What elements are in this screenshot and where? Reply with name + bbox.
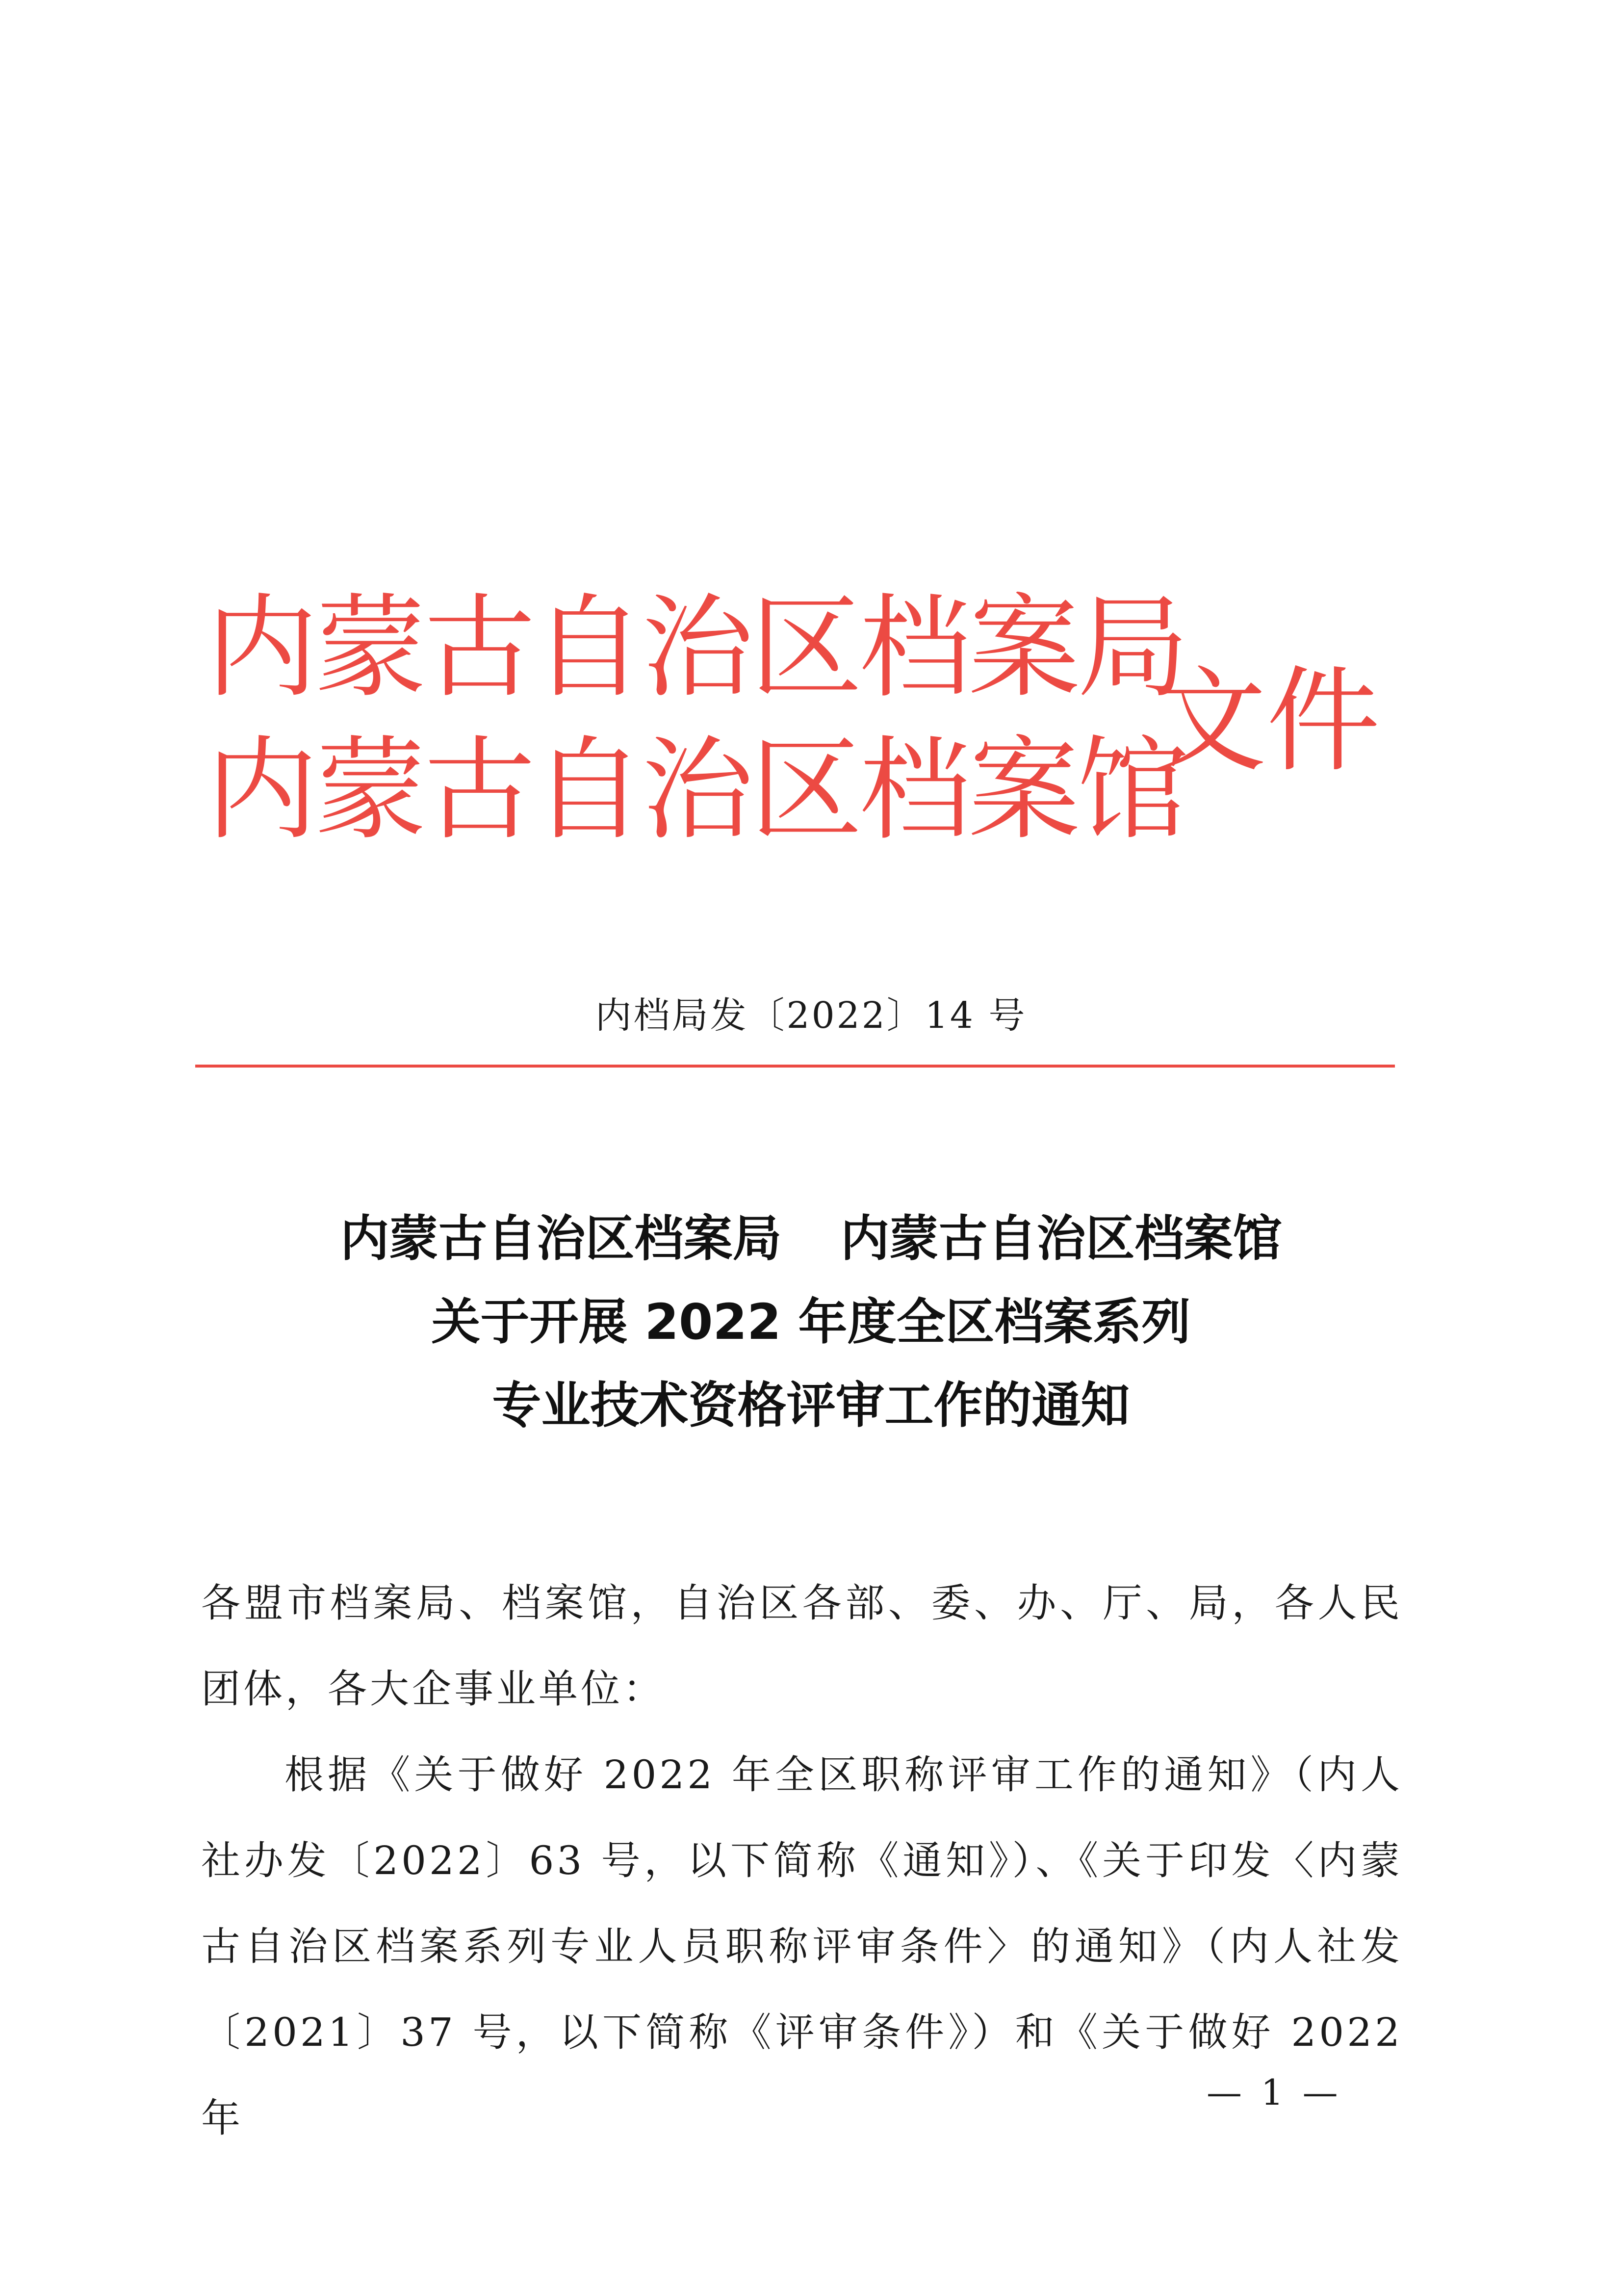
title-line-1 [0, 1197, 1622, 1280]
title-line-3: 专业技术资格评审工作的通知 [492, 1377, 1130, 1434]
document-number: 内档局发〔2022〕14 号 [595, 994, 1027, 1037]
title-issuer-2: 内蒙古自治区档案馆 [840, 1210, 1282, 1267]
page-number: — 1 — [1207, 2072, 1342, 2113]
body-paragraph-1: 根据《关于做好 2022 年全区职称评审工作的通知》（内人社办发〔2022〕63 号，以下简称《通知》）、《关于印发〈内蒙古自治区档案系列专业人员职称评审条件〉的通知》（内人社发〔2021〕37 号，以下简称《评审条件》）和《关于做好 2022 年 [201, 1752, 1403, 2141]
title-issuer-1: 内蒙古自治区档案局 [340, 1210, 782, 1267]
red-separator-line [195, 1065, 1395, 1068]
masthead-issuer-2: 内蒙古自治区档案馆 [206, 725, 1186, 855]
title-line-2: 关于开展 2022 年度全区档案系列 [431, 1293, 1191, 1351]
document-title [0, 1197, 1622, 1447]
masthead-suffix: 文件 [1153, 655, 1381, 787]
red-masthead [206, 569, 1432, 863]
masthead-issuer-1: 内蒙古自治区档案局 [206, 582, 1186, 713]
salutation: 各盟市档案局、档案馆，自治区各部、委、办、厅、局，各人民团体，各大企事业单位： [201, 1580, 1403, 1712]
